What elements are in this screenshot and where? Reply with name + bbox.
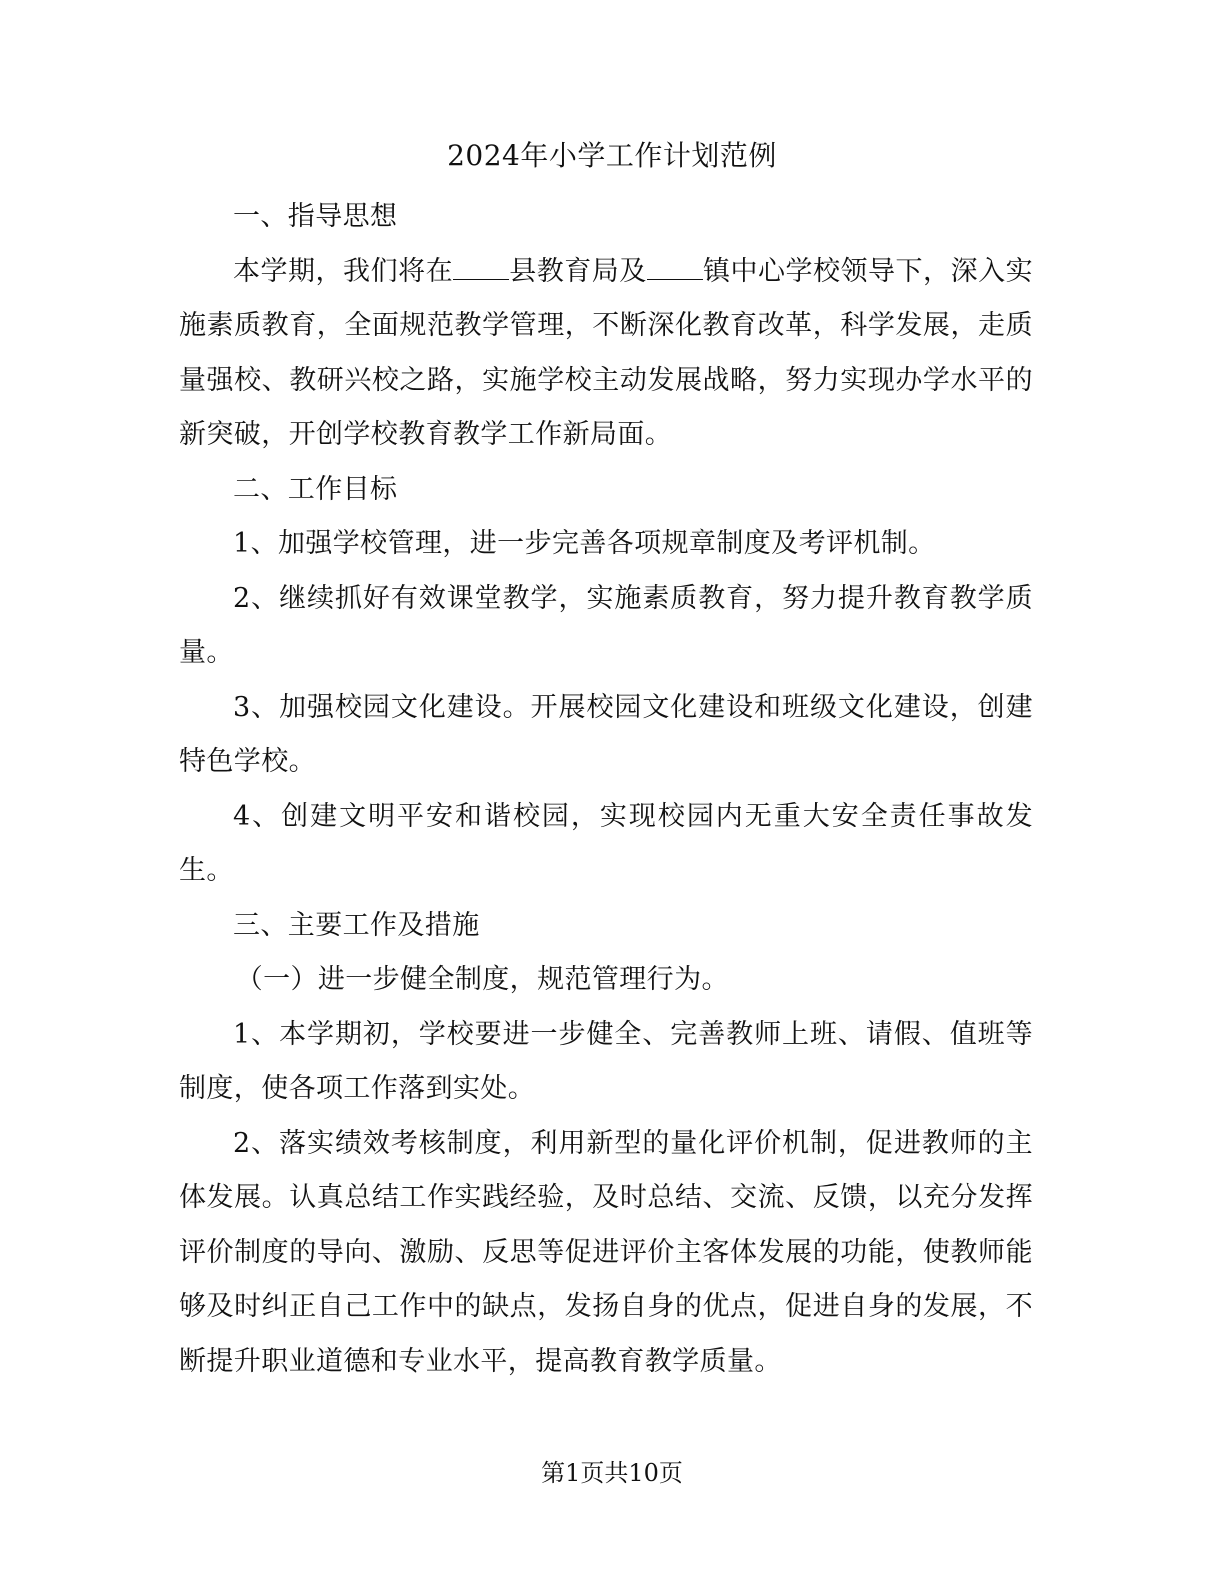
page-number: 第1页共10页 [541,1459,683,1487]
text-fragment: 本学期，我们将在 [233,255,454,287]
list-item: 2、落实绩效考核制度，利用新型的量化评价机制，促进教师的主体发展。认真总结工作实践经验，及时总结、交流、反馈，以充分发挥评价制度的导向、激励、反思等促进评价主客体发展的功能，使教师能够及时纠正自己工作中的缺点，发扬自身的优点，促进自身的发展，不断提升职业道德和专业水平，提高教育教学质量。 [179,1127,1033,1377]
list-item: 4、创建文明平安和谐校园，实现校园内无重大安全责任事故发生。 [179,800,1033,886]
document-body [179,190,1033,1389]
document-title: 2024年小学工作计划范例 [447,139,777,172]
section-heading-guiding-ideology: 一、指导思想 [233,201,398,232]
text-fragment: 县教育局及 [509,255,647,287]
subsection-heading: （一）进一步健全制度，规范管理行为。 [235,964,729,995]
list-item: 1、本学期初，学校要进一步健全、完善教师上班、请假、值班等制度，使各项工作落到实处。 [179,1018,1033,1104]
text-fragment: 镇中心学校领导下，深入实施素质教育，全面规范教学管理，不断深化教育改革，科学发展，走质量强校、教研兴校之路，实施学校主动发展战略，努力实现办学水平的新突破，开创学校教育教学工作新局面。 [179,255,1034,450]
fill-in-blank [453,257,509,280]
section-heading-work-goals: 二、工作目标 [233,473,398,505]
list-item: 2、继续抓好有效课堂教学，实施素质教育，努力提升教育教学质量。 [179,582,1033,668]
paragraph-guiding-ideology [179,245,1033,463]
fill-in-blank [647,257,703,280]
list-item: 1、加强学校管理，进一步完善各项规章制度及考评机制。 [233,528,936,559]
section-heading-main-work: 三、主要工作及措施 [233,909,480,941]
list-item: 3、加强校园文化建设。开展校园文化建设和班级文化建设，创建特色学校。 [179,691,1033,777]
